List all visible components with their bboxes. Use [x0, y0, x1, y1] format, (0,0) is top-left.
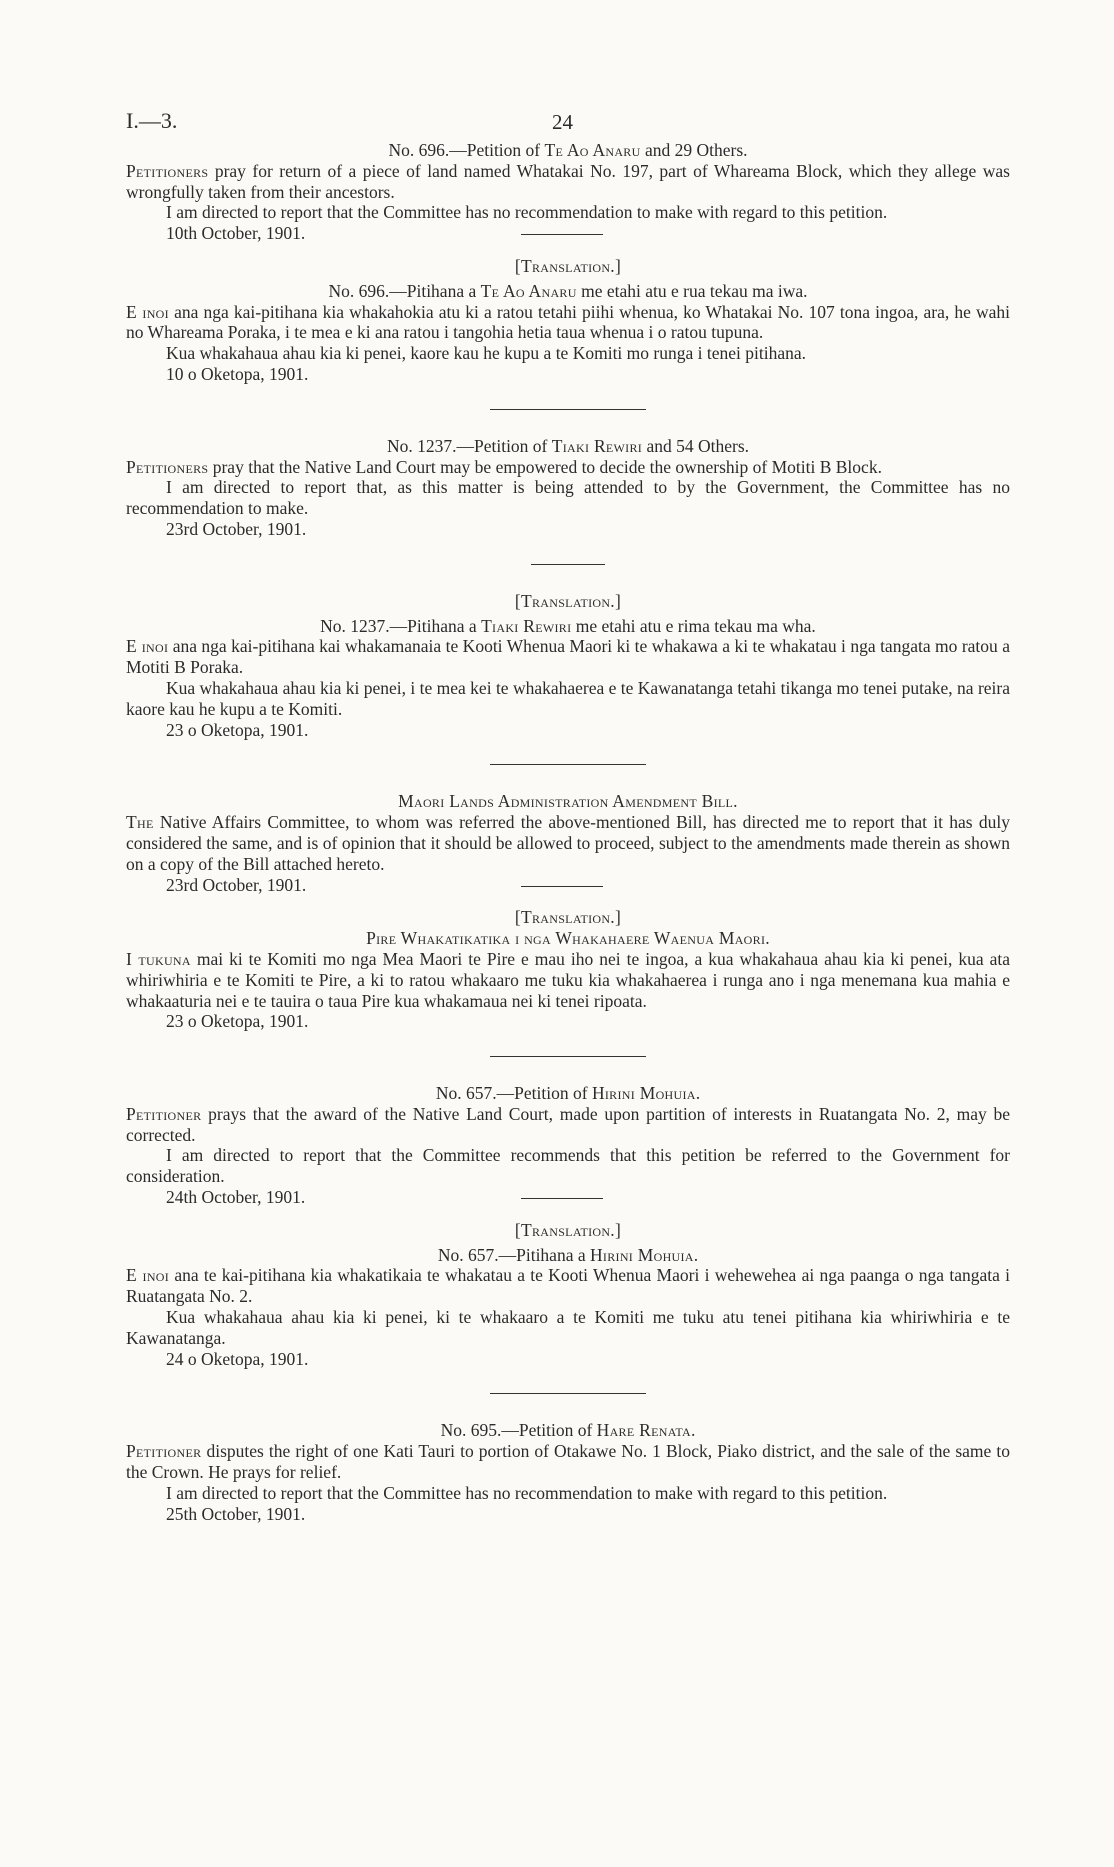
report-date: 24th October, 1901.: [126, 1187, 1010, 1208]
report-date: 25th October, 1901.: [166, 1503, 306, 1524]
bill-report: [126, 791, 1010, 895]
report-date: 23 o Oketopa, 1901.: [166, 1011, 309, 1032]
petition-657: [126, 1083, 1010, 1208]
petitioner-name: Hirini Mohuia: [589, 1244, 694, 1265]
committee-report: I am directed to report that, as this matter is being attended to by the Government, the Committee has no recommendation to make.: [126, 477, 1010, 519]
section-title: No. 696.—Petition of Te Ao Anaru and 29 Others.: [388, 140, 748, 160]
translation-696: [126, 256, 1010, 385]
committee-report: Kua whakahaua ahau kia ki penei, ki te whakaaro a te Komiti me tuku atu tenei pitihana kia whiriwhiria e te Kawanatanga.: [126, 1307, 1010, 1348]
petition-696: [126, 140, 1010, 244]
petition-body: E inoi ana te kai-pitihana kia whakatikaia te whakatau a te Kooti Whenua Maori i wehewehea ai nga paanga o nga tangata i Ruatangata No. 2.: [126, 1265, 1010, 1307]
report-date: 23rd October, 1901.: [126, 875, 1010, 896]
petitioner-name: Te Ao Anaru: [480, 280, 577, 301]
petition-1237: [126, 436, 1010, 540]
petitioner-name: Tiaki Rewiri: [551, 435, 643, 456]
report-date: 24 o Oketopa, 1901.: [166, 1348, 309, 1369]
report-date: 10 o Oketopa, 1901.: [166, 363, 309, 384]
petition-body: E inoi ana nga kai-pitihana kai whakamanaia te Kooti Whenua Maori ki te whakawa a ki te whakatau i nga tangata mo ratou a Motiti B Poraka.: [126, 636, 1010, 678]
petitioner-name: Hirini Mohuia: [591, 1083, 696, 1104]
short-rule: [521, 234, 603, 235]
page-header: [126, 100, 1010, 140]
section-title: No. 657.—Petition of Hirini Mohuia.: [435, 1083, 701, 1104]
section-title: Maori Lands Administration Amendment Bill.: [398, 791, 738, 812]
document-page: [126, 100, 1010, 1524]
section-title: No. 1237.—Petition of Tiaki Rewiri and 54 Others.: [386, 435, 750, 456]
bill-body: The Native Affairs Committee, to whom was referred the above-mentioned Bill, has directed me to report that it has duly considered the same, and is of opinion that it should be allowed to proceed, subject to the amendments made therein as shown on a copy of the Bill attached hereto.: [126, 812, 1010, 874]
translation-label: [Translation.]: [514, 590, 622, 611]
petitioner-name: Hare Renata: [596, 1420, 692, 1441]
parliamentary-paper-reference: I.—3.: [126, 108, 178, 133]
petitioner-name: Te Ao Anaru: [544, 140, 641, 160]
short-rule: [521, 1198, 603, 1199]
petitioner-name: Tiaki Rewiri: [481, 615, 572, 636]
section-title: No. 696.—Pitihana a Te Ao Anaru me etahi atu e rua tekau ma iwa.: [328, 280, 808, 301]
section-divider: [531, 564, 605, 565]
petition-body: Petitioners pray for return of a piece of land named Whatakai No. 197, part of Whareama Block, which they allege was wrongfully taken from their ancestors.: [126, 160, 1010, 202]
section-divider: [490, 764, 646, 765]
committee-report: I am directed to report that the Committee has no recommendation to make with regard to this petition.: [166, 1482, 888, 1503]
section-title: No. 657.—Pitihana a Hirini Mohuia.: [437, 1244, 699, 1265]
bill-body: I tukuna mai ki te Komiti mo nga Mea Maori te Pire e mau iho nei te ingoa, a kua whakahaua ahau kia ki penei, kua ata whiriwhiria e te Komiti te Pire, a ki to ratou whakaaro me tuku kia whakahaerea i runga ano i nga menemana kua mahia e whakaaturia nei e te tauira o taua Pire kua whakamaua nei ki tenei ripoata.: [126, 948, 1010, 1011]
committee-report: I am directed to report that the Committee recommends that this petition be referred to the Government for consideration.: [126, 1145, 1010, 1187]
section-title: No. 695.—Petition of Hare Renata.: [440, 1420, 696, 1441]
report-date: 10th October, 1901.: [126, 223, 1010, 244]
committee-report: I am directed to report that the Committee has no recommendation to make with regard to this petition.: [166, 202, 888, 223]
translation-label: [Translation.]: [514, 1219, 622, 1240]
committee-report: Kua whakahaua ahau kia ki penei, i te mea kei te whakahaerea e te Kawanatanga tetahi tikanga mo tenei putake, na reira kaore kau he kupu a te Komiti.: [126, 677, 1010, 719]
section-divider: [490, 1056, 646, 1057]
section-divider: [490, 409, 646, 410]
translation-label: [Translation.]: [514, 255, 622, 276]
petition-body: Petitioners pray that the Native Land Court may be empowered to decide the ownership of Motiti B Block.: [126, 456, 882, 477]
translation-657: [126, 1220, 1010, 1370]
short-rule: [521, 886, 603, 887]
report-date: 23 o Oketopa, 1901.: [166, 719, 309, 740]
petition-695: [126, 1420, 1010, 1524]
translation-1237: [126, 591, 1010, 741]
section-title: Pire Whakatikatika i nga Whakahaere Waenua Maori.: [366, 928, 770, 949]
petition-body: E inoi ana nga kai-pitihana kia whakahokia atu ki a ratou tetahi piihi whenua, ko Whatakai No. 107 tona ingoa, ara, he wahi no Whareama Poraka, i te mea e ki ana ratou i tangohia hetia taua whenua i o ratou tupuna.: [126, 301, 1010, 343]
section-divider: [490, 1393, 646, 1394]
committee-report: Kua whakahaua ahau kia ki penei, kaore kau he kupu a te Komiti mo runga i tenei pitihana.: [166, 343, 806, 364]
petition-body: Petitioner disputes the right of one Kati Tauri to portion of Otakawe No. 1 Block, Piako district, and the sale of the same to the Crown. He prays for relief.: [126, 1441, 1010, 1483]
petition-body: Petitioner prays that the award of the Native Land Court, made upon partition of interests in Ruatangata No. 2, may be corrected.: [126, 1103, 1010, 1145]
report-date: 23rd October, 1901.: [166, 518, 307, 539]
translation-label: [Translation.]: [514, 907, 622, 928]
translation-bill: [126, 907, 1010, 1032]
page-number: 24: [552, 110, 573, 134]
section-title: No. 1237.—Pitihana a Tiaki Rewiri me etahi atu e rima tekau ma wha.: [320, 615, 816, 636]
